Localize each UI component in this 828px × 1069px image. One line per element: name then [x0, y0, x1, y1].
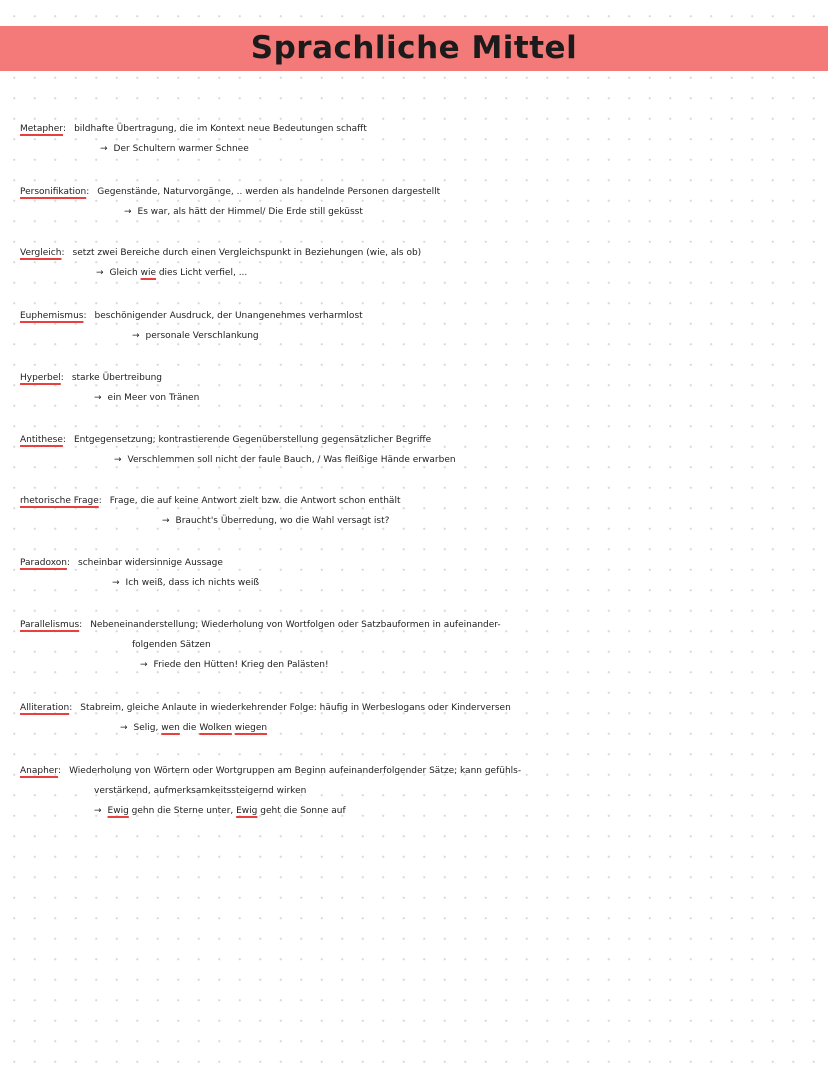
- example-text: Friede den Hütten! Krieg den Palästen!: [153, 660, 329, 670]
- colon: :: [86, 187, 90, 197]
- arrow-icon: →: [140, 660, 148, 670]
- colon: :: [66, 558, 71, 568]
- entry-rhetorische-frage: [20, 491, 810, 531]
- example-text: personale Verschlankung: [145, 331, 259, 341]
- term-label: Anapher: [20, 766, 59, 776]
- term-label: Euphemismus: [20, 311, 84, 321]
- arrow-icon: →: [96, 268, 104, 278]
- definition-text: Gegenstände, Naturvorgänge, .. werden als handelnde Personen dargestellt: [97, 187, 441, 197]
- example-line: [20, 326, 810, 346]
- colon: :: [60, 373, 64, 383]
- entry-anapher: [20, 761, 810, 821]
- example-line: [20, 718, 810, 738]
- term-label: Vergleich: [20, 248, 62, 258]
- example-line: [20, 801, 810, 821]
- definition-text-cont: folgenden Sätzen: [132, 640, 211, 650]
- term-label: Antithese: [20, 435, 63, 445]
- definition-line: [20, 119, 810, 139]
- definition-text: scheinbar widersinnige Aussage: [78, 558, 223, 568]
- colon: :: [98, 496, 102, 506]
- definition-line: [20, 491, 810, 511]
- arrow-icon: →: [132, 331, 140, 341]
- entry-alliteration: [20, 698, 810, 738]
- entry-euphemismus: [20, 306, 810, 346]
- definition-text: beschönigender Ausdruck, der Unangenehmes verharmlost: [94, 311, 363, 321]
- arrow-icon: →: [114, 455, 122, 465]
- example-underlined-word: wen: [161, 723, 180, 733]
- term-label: Metapher: [20, 124, 64, 134]
- term-label: rhetorische Frage: [20, 496, 99, 506]
- colon: :: [61, 248, 65, 258]
- definition-text: Stabreim, gleiche Anlaute in wiederkehrender Folge: häufig in Werbeslogans oder Kinderversen: [80, 703, 511, 713]
- term-label: Parallelismus: [20, 620, 80, 630]
- entry-hyperbel: [20, 368, 810, 408]
- arrow-icon: →: [124, 207, 132, 217]
- definition-line: [20, 368, 810, 388]
- colon: :: [69, 703, 73, 713]
- example-part: gehn die Sterne unter,: [128, 806, 237, 816]
- example-line: [20, 388, 810, 408]
- definition-line: [20, 243, 810, 263]
- definition-line: [20, 430, 810, 450]
- colon: :: [58, 766, 62, 776]
- definition-line: [20, 761, 810, 781]
- colon: :: [63, 124, 67, 134]
- colon: :: [62, 435, 66, 445]
- definition-text: bildhafte Übertragung, die im Kontext neue Bedeutungen schafft: [74, 124, 367, 134]
- definition-line: [20, 553, 810, 573]
- term-label: Hyperbel: [20, 373, 61, 383]
- arrow-icon: →: [100, 144, 108, 154]
- example-part: Selig,: [133, 723, 162, 733]
- example-line: [20, 202, 810, 222]
- entry-paradoxon: [20, 553, 810, 593]
- definition-text: Wiederholung von Wörtern oder Wortgruppen am Beginn aufeinanderfolgender Sätze; kann gefühls-: [69, 766, 522, 776]
- example-text-before: Gleich: [109, 268, 141, 278]
- entry-vergleich: [20, 243, 810, 283]
- example-underlined-word: Ewig: [236, 806, 258, 816]
- definition-text: Nebeneinanderstellung; Wiederholung von Wortfolgen oder Satzbauformen in aufeinander-: [90, 620, 501, 630]
- term-label: Paradoxon: [20, 558, 67, 568]
- definition-text: starke Übertreibung: [71, 373, 163, 383]
- example-text-after: dies Licht verfiel, ...: [155, 268, 248, 278]
- colon: :: [79, 620, 83, 630]
- term-label: Personifikation: [20, 187, 87, 197]
- entry-parallelismus: [20, 615, 810, 675]
- example-underlined-word: wiegen: [234, 723, 268, 733]
- example-line: [20, 139, 810, 159]
- example-part: geht die Sonne auf: [257, 806, 346, 816]
- example-line: [20, 263, 810, 283]
- definition-line: [20, 182, 810, 202]
- arrow-icon: →: [120, 723, 128, 733]
- arrow-icon: →: [94, 806, 102, 816]
- definition-text-cont: verstärkend, aufmerksamkeitssteigernd wirken: [94, 786, 307, 796]
- definition-continuation: [20, 781, 810, 801]
- definition-line: [20, 615, 810, 635]
- arrow-icon: →: [162, 516, 170, 526]
- example-text: Braucht's Überredung, wo die Wahl versagt ist?: [175, 516, 390, 526]
- entry-personifikation: [20, 182, 810, 222]
- definition-text: Frage, die auf keine Antwort zielt bzw. die Antwort schon enthält: [109, 496, 401, 506]
- definition-text: setzt zwei Bereiche durch einen Vergleichspunkt in Beziehungen (wie, als ob): [72, 248, 422, 258]
- entry-metapher: [20, 119, 810, 159]
- colon: :: [83, 311, 87, 321]
- example-underlined-word: Wolken: [199, 723, 232, 733]
- arrow-icon: →: [112, 578, 120, 588]
- example-text: Es war, als hätt der Himmel/ Die Erde still geküsst: [137, 207, 363, 217]
- example-part: die: [179, 723, 200, 733]
- example-text: Verschlemmen soll nicht der faule Bauch, / Was fleißige Hände erwarben: [127, 455, 456, 465]
- entry-antithese: [20, 430, 810, 470]
- example-line: [20, 573, 810, 593]
- example-line: [20, 655, 810, 675]
- example-underlined-word: wie: [140, 268, 156, 278]
- example-text: Der Schultern warmer Schnee: [113, 144, 249, 154]
- example-text: ein Meer von Tränen: [107, 393, 200, 403]
- definition-line: [20, 306, 810, 326]
- example-underlined-word: Ewig: [107, 806, 129, 816]
- example-line: [20, 450, 810, 470]
- definition-text: Entgegensetzung; kontrastierende Gegenüberstellung gegensätzlicher Begriffe: [73, 435, 432, 445]
- definition-continuation: [20, 635, 810, 655]
- example-text: Ich weiß, dass ich nichts weiß: [125, 578, 259, 588]
- page-title: Sprachliche Mittel: [250, 30, 578, 66]
- definition-line: [20, 698, 810, 718]
- term-label: Alliteration: [20, 703, 70, 713]
- example-line: [20, 511, 810, 531]
- arrow-icon: →: [94, 393, 102, 403]
